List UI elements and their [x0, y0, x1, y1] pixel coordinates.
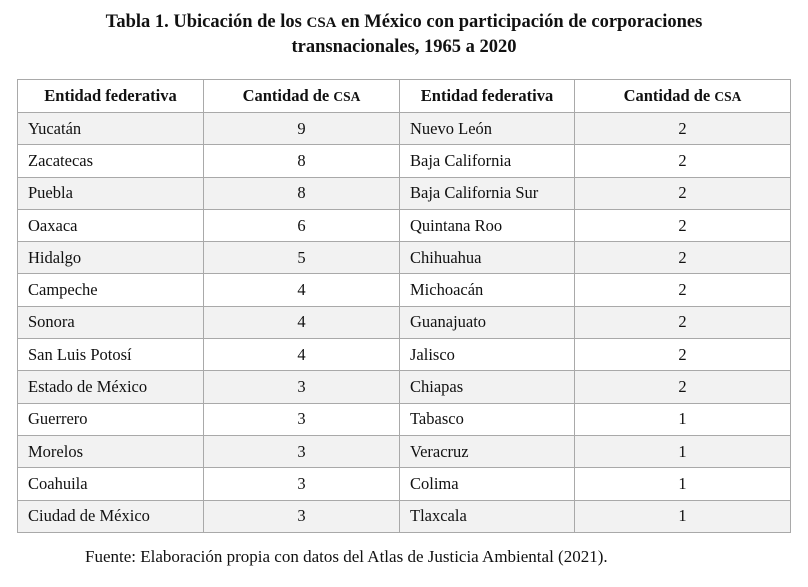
table-row: [18, 274, 791, 306]
table-row: [18, 145, 791, 177]
count-cell: 2: [575, 371, 791, 403]
table-row: [18, 209, 791, 241]
state-cell: Morelos: [18, 435, 204, 467]
count-cell: 4: [204, 339, 400, 371]
state-cell: Guerrero: [18, 403, 204, 435]
header-entidad-left: Entidad federativa: [18, 80, 204, 113]
count-cell: 2: [575, 177, 791, 209]
state-cell: Guanajuato: [400, 306, 575, 338]
state-cell: Sonora: [18, 306, 204, 338]
count-cell: 4: [204, 306, 400, 338]
state-cell: Puebla: [18, 177, 204, 209]
count-cell: 2: [575, 113, 791, 145]
title-text-b: en México con participación de corporaciones: [336, 12, 703, 32]
table-row: [18, 371, 791, 403]
count-cell: 3: [204, 403, 400, 435]
header-cantidad-acronym: CSA: [333, 89, 361, 104]
state-cell: Chihuahua: [400, 242, 575, 274]
state-cell: Colima: [400, 468, 575, 500]
data-table: [17, 79, 791, 533]
count-cell: 6: [204, 209, 400, 241]
count-cell: 3: [204, 371, 400, 403]
state-cell: Hidalgo: [18, 242, 204, 274]
table-row: [18, 339, 791, 371]
header-cantidad-acronym: CSA: [714, 89, 742, 104]
state-cell: Tlaxcala: [400, 500, 575, 532]
header-entidad-right: Entidad federativa: [400, 80, 575, 113]
state-cell: Yucatán: [18, 113, 204, 145]
state-cell: Chiapas: [400, 371, 575, 403]
title-acronym: CSA: [306, 15, 337, 31]
state-cell: San Luis Potosí: [18, 339, 204, 371]
table-row: [18, 500, 791, 532]
state-cell: Ciudad de México: [18, 500, 204, 532]
count-cell: 9: [204, 113, 400, 145]
count-cell: 2: [575, 339, 791, 371]
count-cell: 2: [575, 145, 791, 177]
count-cell: 5: [204, 242, 400, 274]
state-cell: Jalisco: [400, 339, 575, 371]
table-title: [0, 10, 808, 59]
header-cantidad-right: [575, 80, 791, 113]
state-cell: Zacatecas: [18, 145, 204, 177]
table-row: [18, 306, 791, 338]
count-cell: 2: [575, 274, 791, 306]
count-cell: 2: [575, 306, 791, 338]
count-cell: 1: [575, 403, 791, 435]
header-cantidad-text: Cantidad de: [623, 86, 715, 105]
table-body: [18, 113, 791, 533]
state-cell: Coahuila: [18, 468, 204, 500]
count-cell: 3: [204, 500, 400, 532]
count-cell: 8: [204, 177, 400, 209]
source-note: Fuente: Elaboración propia con datos del Atlas de Justicia Ambiental (2021).: [85, 547, 608, 566]
state-cell: Tabasco: [400, 403, 575, 435]
title-text-a: Tabla 1. Ubicación de los: [105, 12, 307, 32]
count-cell: 1: [575, 500, 791, 532]
state-cell: Oaxaca: [18, 209, 204, 241]
state-cell: Michoacán: [400, 274, 575, 306]
count-cell: 3: [204, 468, 400, 500]
table-row: [18, 435, 791, 467]
table-row: [18, 177, 791, 209]
state-cell: Estado de México: [18, 371, 204, 403]
count-cell: 2: [575, 209, 791, 241]
state-cell: Campeche: [18, 274, 204, 306]
count-cell: 8: [204, 145, 400, 177]
count-cell: 3: [204, 435, 400, 467]
table-row: [18, 113, 791, 145]
state-cell: Nuevo León: [400, 113, 575, 145]
count-cell: 1: [575, 468, 791, 500]
count-cell: 2: [575, 242, 791, 274]
state-cell: Baja California Sur: [400, 177, 575, 209]
table-row: [18, 403, 791, 435]
count-cell: 4: [204, 274, 400, 306]
header-row: [18, 80, 791, 113]
table-row: [18, 242, 791, 274]
state-cell: Quintana Roo: [400, 209, 575, 241]
table-title-line-1: [0, 10, 808, 35]
state-cell: Veracruz: [400, 435, 575, 467]
header-cantidad-left: [204, 80, 400, 113]
state-cell: Baja California: [400, 145, 575, 177]
table-row: [18, 468, 791, 500]
table-title-line-2: transnacionales, 1965 a 2020: [291, 37, 517, 57]
count-cell: 1: [575, 435, 791, 467]
header-cantidad-text: Cantidad de: [242, 86, 334, 105]
